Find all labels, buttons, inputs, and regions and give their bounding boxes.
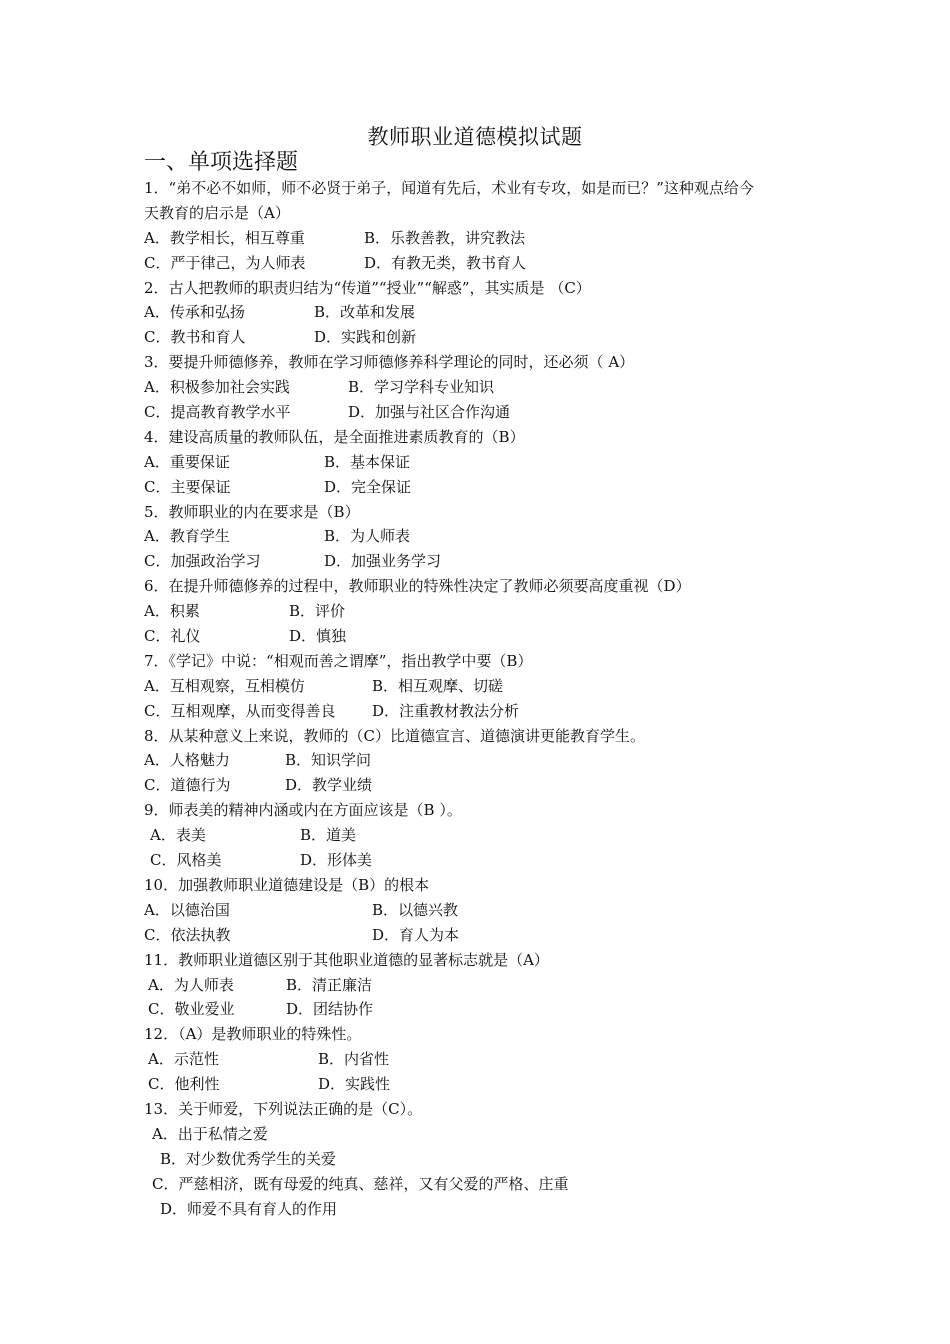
question-text: 9．师表美的精神内涵或内在方面应该是（B ）。: [144, 801, 462, 820]
option-row: [144, 973, 824, 998]
question-text: 8．从某种意义上来说，教师的（C）比道德宣言、道德演讲更能教育学生。: [144, 726, 646, 745]
answer-option: A．教学相长，相互尊重: [144, 228, 305, 247]
option-row: [144, 923, 824, 948]
answer-option: C．依法执教: [144, 925, 231, 944]
answer-option: B．对少数优秀学生的关爱: [160, 1149, 337, 1168]
option-row: [144, 400, 824, 425]
answer-option: A．以德治国: [144, 900, 230, 919]
option-row: [144, 549, 824, 574]
answer-option: C．道德行为: [144, 776, 231, 795]
answer-option: A．表美: [150, 826, 206, 845]
question-text: 10．加强教师职业道德建设是（B）的根本: [144, 875, 430, 894]
answer-option: C．他利性: [148, 1075, 220, 1094]
option-row: [144, 475, 824, 500]
section-heading: 一、单项选择题: [144, 150, 299, 175]
option-row: [144, 450, 824, 475]
answer-option: A．示范性: [148, 1050, 219, 1069]
answer-option: C．互相观摩，从而变得善良: [144, 701, 336, 720]
answer-option: C．风格美: [150, 851, 222, 870]
option-row: [144, 1147, 824, 1172]
answer-option: D．有教无类，教书育人: [364, 253, 527, 272]
answer-option: D．实践和创新: [314, 328, 417, 347]
option-row: [144, 997, 824, 1022]
answer-option: A．为人师表: [148, 975, 234, 994]
answer-option: B．知识学问: [285, 751, 372, 770]
answer-option: A．人格魅力: [144, 751, 230, 770]
answer-option: C．教书和育人: [144, 328, 246, 347]
answer-option: B．清正廉洁: [286, 975, 373, 994]
answer-option: A．积极参加社会实践: [144, 378, 290, 397]
answer-option: A．互相观察，互相模仿: [144, 676, 305, 695]
option-row: [144, 1072, 824, 1097]
answer-option: D．师爱不具有育人的作用: [160, 1199, 338, 1218]
answer-option: C．主要保证: [144, 477, 231, 496]
answer-option: D．实践性: [318, 1075, 391, 1094]
question-text: 4．建设高质量的教师队伍，是全面推进素质教育的（B）: [144, 427, 525, 446]
question-text: 3．要提升师德修养，教师在学习师德修养科学理论的同时，还必须（ A）: [144, 353, 635, 372]
question-text: 天教育的启示是（A）: [144, 203, 290, 222]
question-text: 7．《学记》中说：“相观而善之谓摩”，指出教学中要（B）: [144, 651, 533, 670]
option-row: [144, 325, 824, 350]
option-row: [144, 1172, 824, 1197]
question-text: 2．古人把教师的职责归结为“传道”“授业”“解惑”，其实质是 （C）: [144, 278, 591, 297]
answer-option: D．加强与社区合作沟通: [348, 403, 511, 422]
answer-option: C．敬业爱业: [148, 1000, 235, 1019]
answer-option: C．提高教育教学水平: [144, 403, 291, 422]
answer-option: A．传承和弘扬: [144, 303, 245, 322]
answer-option: B．学习学科专业知识: [348, 378, 495, 397]
option-row: [144, 1197, 824, 1222]
option-row: [144, 251, 824, 276]
question-text: 5．教师职业的内在要求是（B）: [144, 502, 360, 521]
answer-option: C．加强政治学习: [144, 552, 261, 571]
answer-option: C．礼仪: [144, 627, 201, 646]
option-row: [144, 524, 824, 549]
question-text: 1．“弟不必不如师，师不必贤于弟子，闻道有先后，术业有专攻，如是而已？”这种观点给今: [144, 179, 754, 197]
answer-option: B．基本保证: [324, 452, 411, 471]
answer-option: D．形体美: [300, 851, 373, 870]
option-row: [144, 848, 824, 873]
answer-option: D．完全保证: [324, 477, 412, 496]
option-row: [144, 624, 824, 649]
answer-option: B．内省性: [318, 1050, 390, 1069]
question-text: 13．关于师爱，下列说法正确的是（C）。: [144, 1099, 423, 1118]
option-row: [144, 748, 824, 773]
answer-option: D．加强业务学习: [324, 552, 442, 571]
option-row: [144, 226, 824, 251]
question-list: [144, 176, 824, 1221]
option-row: [144, 599, 824, 624]
answer-option: A．出于私情之爱: [152, 1124, 268, 1143]
answer-option: A．积累: [144, 602, 200, 621]
option-row: [144, 375, 824, 400]
option-row: [144, 1122, 824, 1147]
option-row: [144, 699, 824, 724]
answer-option: B．为人师表: [324, 527, 411, 546]
option-row: [144, 898, 824, 923]
option-row: [144, 1047, 824, 1072]
option-row: [144, 674, 824, 699]
answer-option: C．严慈相济，既有母爱的纯真、慈祥，又有父爱的严格、庄重: [152, 1174, 569, 1193]
answer-option: C．严于律己，为人师表: [144, 253, 306, 272]
answer-option: D．教学业绩: [285, 776, 373, 795]
answer-option: B．乐教善教，讲究教法: [364, 228, 526, 247]
answer-option: A．重要保证: [144, 452, 230, 471]
document-title: 教师职业道德模拟试题: [367, 125, 583, 149]
answer-option: B．相互观摩、切磋: [372, 676, 504, 695]
option-row: [144, 773, 824, 798]
question-text: 12．（A）是教师职业的特殊性。: [144, 1025, 362, 1044]
answer-option: B．道美: [300, 826, 357, 845]
answer-option: D．团结协作: [286, 1000, 374, 1019]
answer-option: A．教育学生: [144, 527, 230, 546]
answer-option: D．注重教材教法分析: [372, 701, 520, 720]
answer-option: B．评价: [289, 602, 346, 621]
answer-option: D．慎独: [289, 627, 347, 646]
answer-option: B．改革和发展: [314, 303, 416, 322]
question-text: 11．教师职业道德区别于其他职业道德的显著标志就是（A）: [144, 950, 549, 969]
answer-option: D．育人为本: [372, 925, 460, 944]
option-row: [144, 300, 824, 325]
answer-option: B．以德兴教: [372, 900, 459, 919]
option-row: [144, 823, 824, 848]
question-text: 6．在提升师德修养的过程中，教师职业的特殊性决定了教师必须要高度重视（D）: [144, 577, 691, 596]
